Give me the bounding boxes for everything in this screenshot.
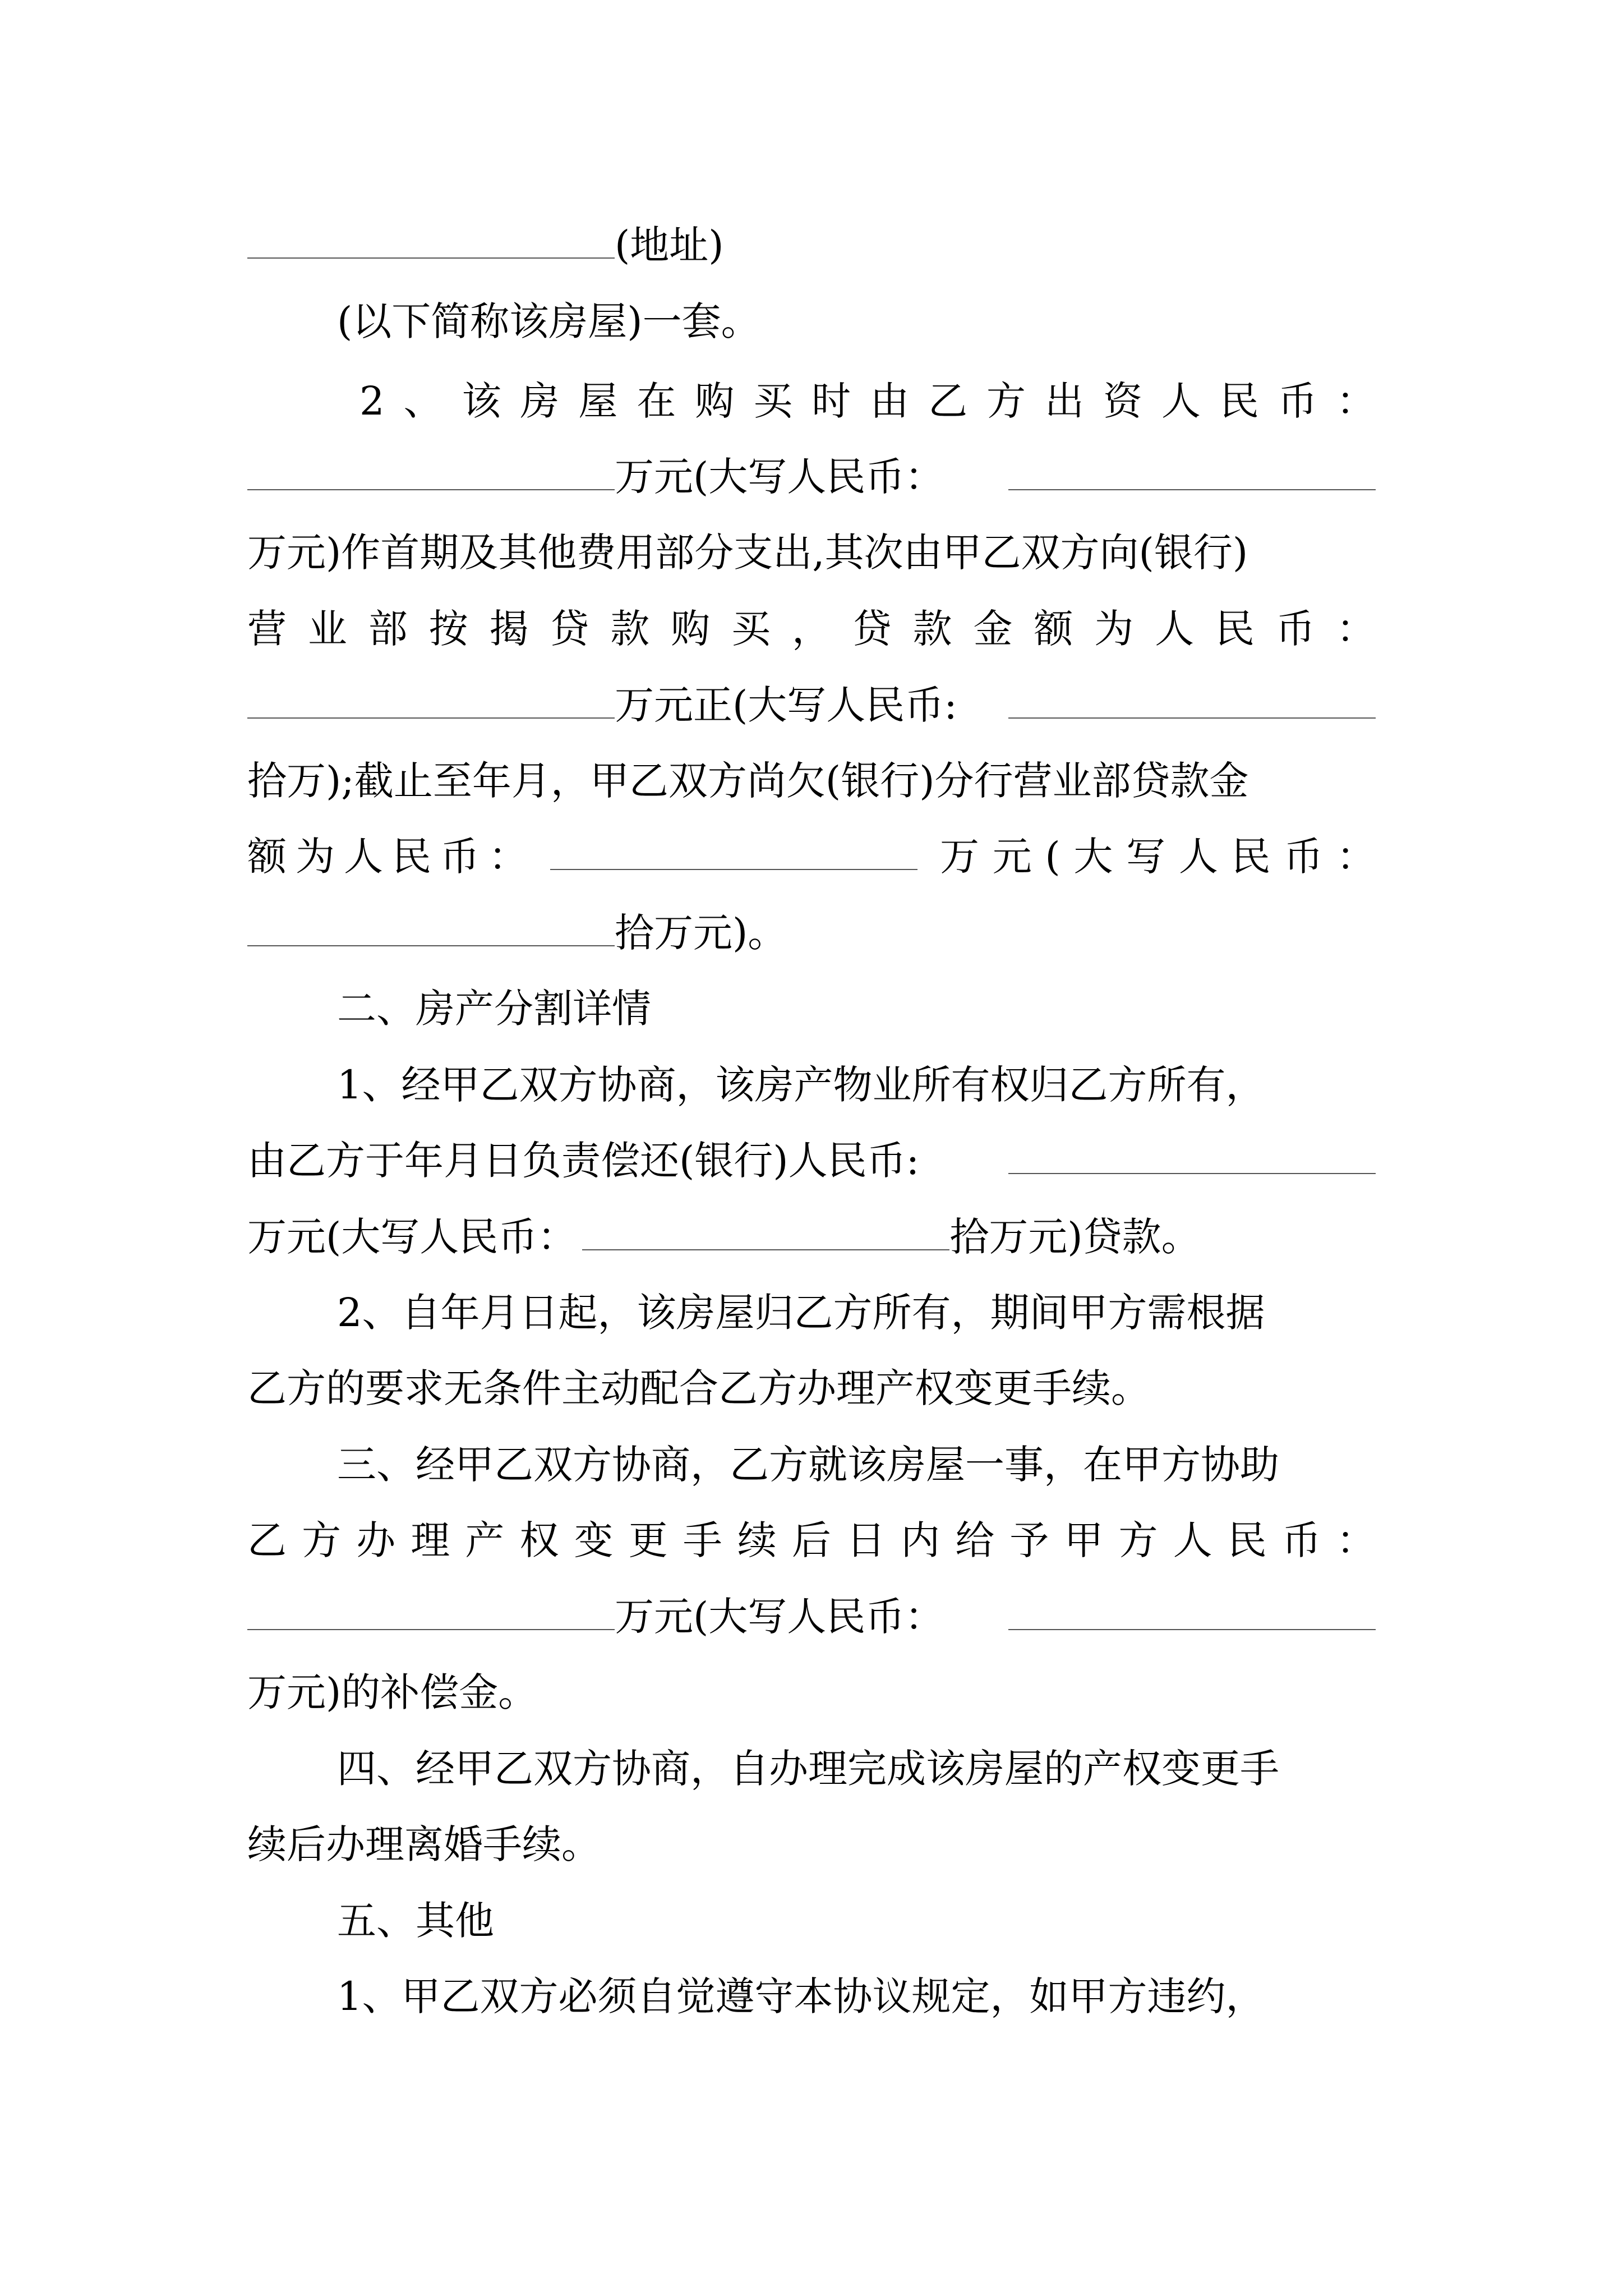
spaced-char: 额 <box>1034 606 1073 652</box>
blank-down-payment-amount <box>247 450 615 490</box>
spaced-char: 乙 <box>247 1517 287 1563</box>
compensation-amount-text: 万元(大写人民币： <box>615 1594 944 1640</box>
spaced-char: 万 <box>940 834 979 880</box>
spaced-char: 揭 <box>489 606 529 652</box>
spaced-char: 日 <box>846 1517 886 1563</box>
spaced-char: 人 <box>344 834 383 880</box>
divorce-heading-text: 四、经甲乙双方协商，自办理完成该房屋的产权变更手 <box>337 1746 1279 1792</box>
spaced-char: 变 <box>574 1517 614 1563</box>
spaced-char: 大 <box>1073 834 1113 880</box>
line-outstanding-amount <box>247 826 1376 887</box>
spaced-char: 予 <box>1009 1517 1049 1563</box>
clause-2-text: 2、自年月日起，该房屋归乙方所有，期间甲方需根据 <box>337 1290 1265 1336</box>
spaced-char: ： <box>488 834 528 880</box>
spaced-char: 币 <box>1284 834 1324 880</box>
spaced-char: 在 <box>637 378 676 424</box>
spaced-char: 部 <box>368 606 408 652</box>
repayment-loan-text: 拾万元)贷款。 <box>949 1214 1201 1260</box>
blank-outstanding-uppercase <box>247 906 615 946</box>
spaced-char: 币 <box>1275 606 1315 652</box>
spaced-char: 给 <box>955 1517 995 1563</box>
spaced-char: 款 <box>610 606 650 652</box>
line-clause-1 <box>337 1054 1376 1116</box>
spaced-char: 人 <box>1178 834 1218 880</box>
spaced-char: 方 <box>302 1517 342 1563</box>
blank-loan-uppercase <box>1008 678 1376 719</box>
blank-compensation-amount <box>247 1590 615 1630</box>
outstanding-amount-label <box>247 826 528 887</box>
divorce-cont-text: 续后办理离婚手续。 <box>247 1821 601 1867</box>
line-house-abbrev <box>337 291 1465 352</box>
spaced-char: ： <box>1336 834 1376 880</box>
first-payment-text: 万元)作首期及其他费用部分支出,其次由甲乙双方向(银行) <box>247 530 1248 576</box>
blank-address <box>247 218 615 259</box>
spaced-char: 人 <box>1173 1517 1212 1563</box>
blank-repayment-amount <box>1008 1134 1376 1174</box>
spaced-char: 更 <box>628 1517 668 1563</box>
line-repayment <box>247 1130 1376 1191</box>
spaced-char: 该 <box>462 378 501 424</box>
spaced-char: 民 <box>1227 1517 1267 1563</box>
spaced-char: 业 <box>307 606 347 652</box>
spaced-char: 民 <box>1231 834 1271 880</box>
spaced-char: 乙 <box>928 378 968 424</box>
line-outstanding <box>247 750 1376 812</box>
spaced-char: 币 <box>440 834 479 880</box>
line-clause-2-cont <box>247 1358 1376 1419</box>
blank-loan-amount <box>247 678 615 719</box>
blank-outstanding-amount <box>550 830 917 870</box>
outstanding-uppercase-label <box>940 826 1376 887</box>
spaced-char: 手 <box>683 1517 722 1563</box>
spaced-char: 民 <box>392 834 431 880</box>
spaced-char: ， <box>791 606 831 652</box>
section-heading-compensation <box>337 1434 1376 1496</box>
spaced-char: 出 <box>1044 378 1084 424</box>
spaced-char: 为 <box>1094 606 1134 652</box>
spaced-char: 金 <box>973 606 1013 652</box>
house-abbrev-text: (以下简称该房屋)一套。 <box>337 298 760 344</box>
spaced-char: 币 <box>1281 1517 1321 1563</box>
spaced-char: 按 <box>428 606 468 652</box>
blank-down-payment-uppercase <box>1008 450 1376 490</box>
down-payment-text: 万元(大写人民币： <box>615 454 944 500</box>
spaced-char: 买 <box>753 378 793 424</box>
repayment-uppercase-text: 万元(大写人民币： <box>247 1214 577 1260</box>
spaced-char: 、 <box>403 378 443 424</box>
loan-amount-text: 万元正(大写人民币: <box>615 682 957 728</box>
line-compensation-amount <box>247 1586 1376 1648</box>
spaced-char: 方 <box>1118 1517 1158 1563</box>
spaced-char: 贷 <box>852 606 892 652</box>
spaced-char: 屋 <box>578 378 618 424</box>
spaced-char: 购 <box>695 378 735 424</box>
blank-repayment-uppercase <box>582 1210 949 1250</box>
spaced-char: 内 <box>901 1517 940 1563</box>
blank-compensation-uppercase <box>1008 1590 1376 1630</box>
spaced-char: 额 <box>247 834 287 880</box>
spaced-char: ( <box>1045 834 1061 880</box>
compensation-end-text: 万元)的补偿金。 <box>247 1669 538 1715</box>
clause-1-text: 1、经甲乙双方协商，该房产物业所有权归乙方所有， <box>337 1062 1265 1108</box>
line-repayment-uppercase <box>247 1206 1376 1268</box>
line-other-clause-1 <box>337 1966 1376 2027</box>
spaced-char: 元 <box>992 834 1032 880</box>
clause-2-cont-text: 乙方的要求无条件主动配合乙方办理产权变更手续。 <box>247 1365 1150 1411</box>
line-outstanding-uppercase <box>247 902 1376 964</box>
spaced-char: 营 <box>247 606 287 652</box>
address-label: (地址) <box>615 222 724 268</box>
compensation-heading-text: 三、经甲乙双方协商，乙方就该房屋一事，在甲方协助 <box>337 1442 1279 1488</box>
outstanding-uppercase-text: 拾万元)。 <box>615 910 787 956</box>
division-heading-text: 二、房产分割详情 <box>337 986 651 1032</box>
line-address <box>247 214 1376 276</box>
line-down-payment <box>247 446 1376 508</box>
spaced-char: ： <box>1336 378 1376 424</box>
repayment-text: 由乙方于年月日负责偿还(银行)人民币: <box>247 1138 920 1184</box>
section-heading-divorce <box>337 1738 1376 1800</box>
outstanding-text: 拾万);截止至年月，甲乙双方尚欠(银行)分行营业部贷款金 <box>247 758 1249 804</box>
spaced-char: 为 <box>296 834 335 880</box>
spaced-char: 后 <box>791 1517 831 1563</box>
spaced-char: 理 <box>411 1517 450 1563</box>
spaced-char: ： <box>1336 1517 1376 1563</box>
spaced-char: 币 <box>1278 378 1317 424</box>
spaced-char: 买 <box>731 606 771 652</box>
spaced-char: 产 <box>465 1517 505 1563</box>
spaced-char: 续 <box>737 1517 777 1563</box>
spaced-char: 由 <box>870 378 910 424</box>
spaced-char: 办 <box>356 1517 396 1563</box>
line-first-payment <box>247 522 1376 583</box>
spaced-char: 2 <box>359 378 385 424</box>
spaced-char: ： <box>1336 606 1376 652</box>
line-mortgage <box>247 598 1376 660</box>
section-heading-division <box>337 978 1465 1039</box>
spaced-char: 人 <box>1161 378 1201 424</box>
spaced-char: 甲 <box>1064 1517 1104 1563</box>
line-purchase-clause <box>359 370 1376 432</box>
line-compensation-clause <box>247 1510 1376 1571</box>
section-heading-other <box>337 1890 1465 1952</box>
spaced-char: 人 <box>1155 606 1195 652</box>
spaced-char: 款 <box>912 606 952 652</box>
line-compensation-end <box>247 1662 1376 1723</box>
spaced-char: 贷 <box>550 606 589 652</box>
other-heading-text: 五、其他 <box>337 1898 494 1944</box>
spaced-char: 民 <box>1219 378 1259 424</box>
spaced-char: 权 <box>519 1517 559 1563</box>
spaced-char: 房 <box>520 378 560 424</box>
spaced-char: 时 <box>811 378 851 424</box>
other-clause-1-text: 1、甲乙双方必须自觉遵守本协议规定，如甲方违约， <box>337 1973 1265 2019</box>
spaced-char: 方 <box>986 378 1026 424</box>
line-loan-amount <box>247 674 1376 736</box>
line-clause-2 <box>337 1282 1376 1343</box>
spaced-char: 写 <box>1126 834 1166 880</box>
spaced-char: 民 <box>1215 606 1255 652</box>
spaced-char: 资 <box>1103 378 1142 424</box>
line-divorce-cont <box>247 1814 1376 1875</box>
spaced-char: 购 <box>671 606 711 652</box>
